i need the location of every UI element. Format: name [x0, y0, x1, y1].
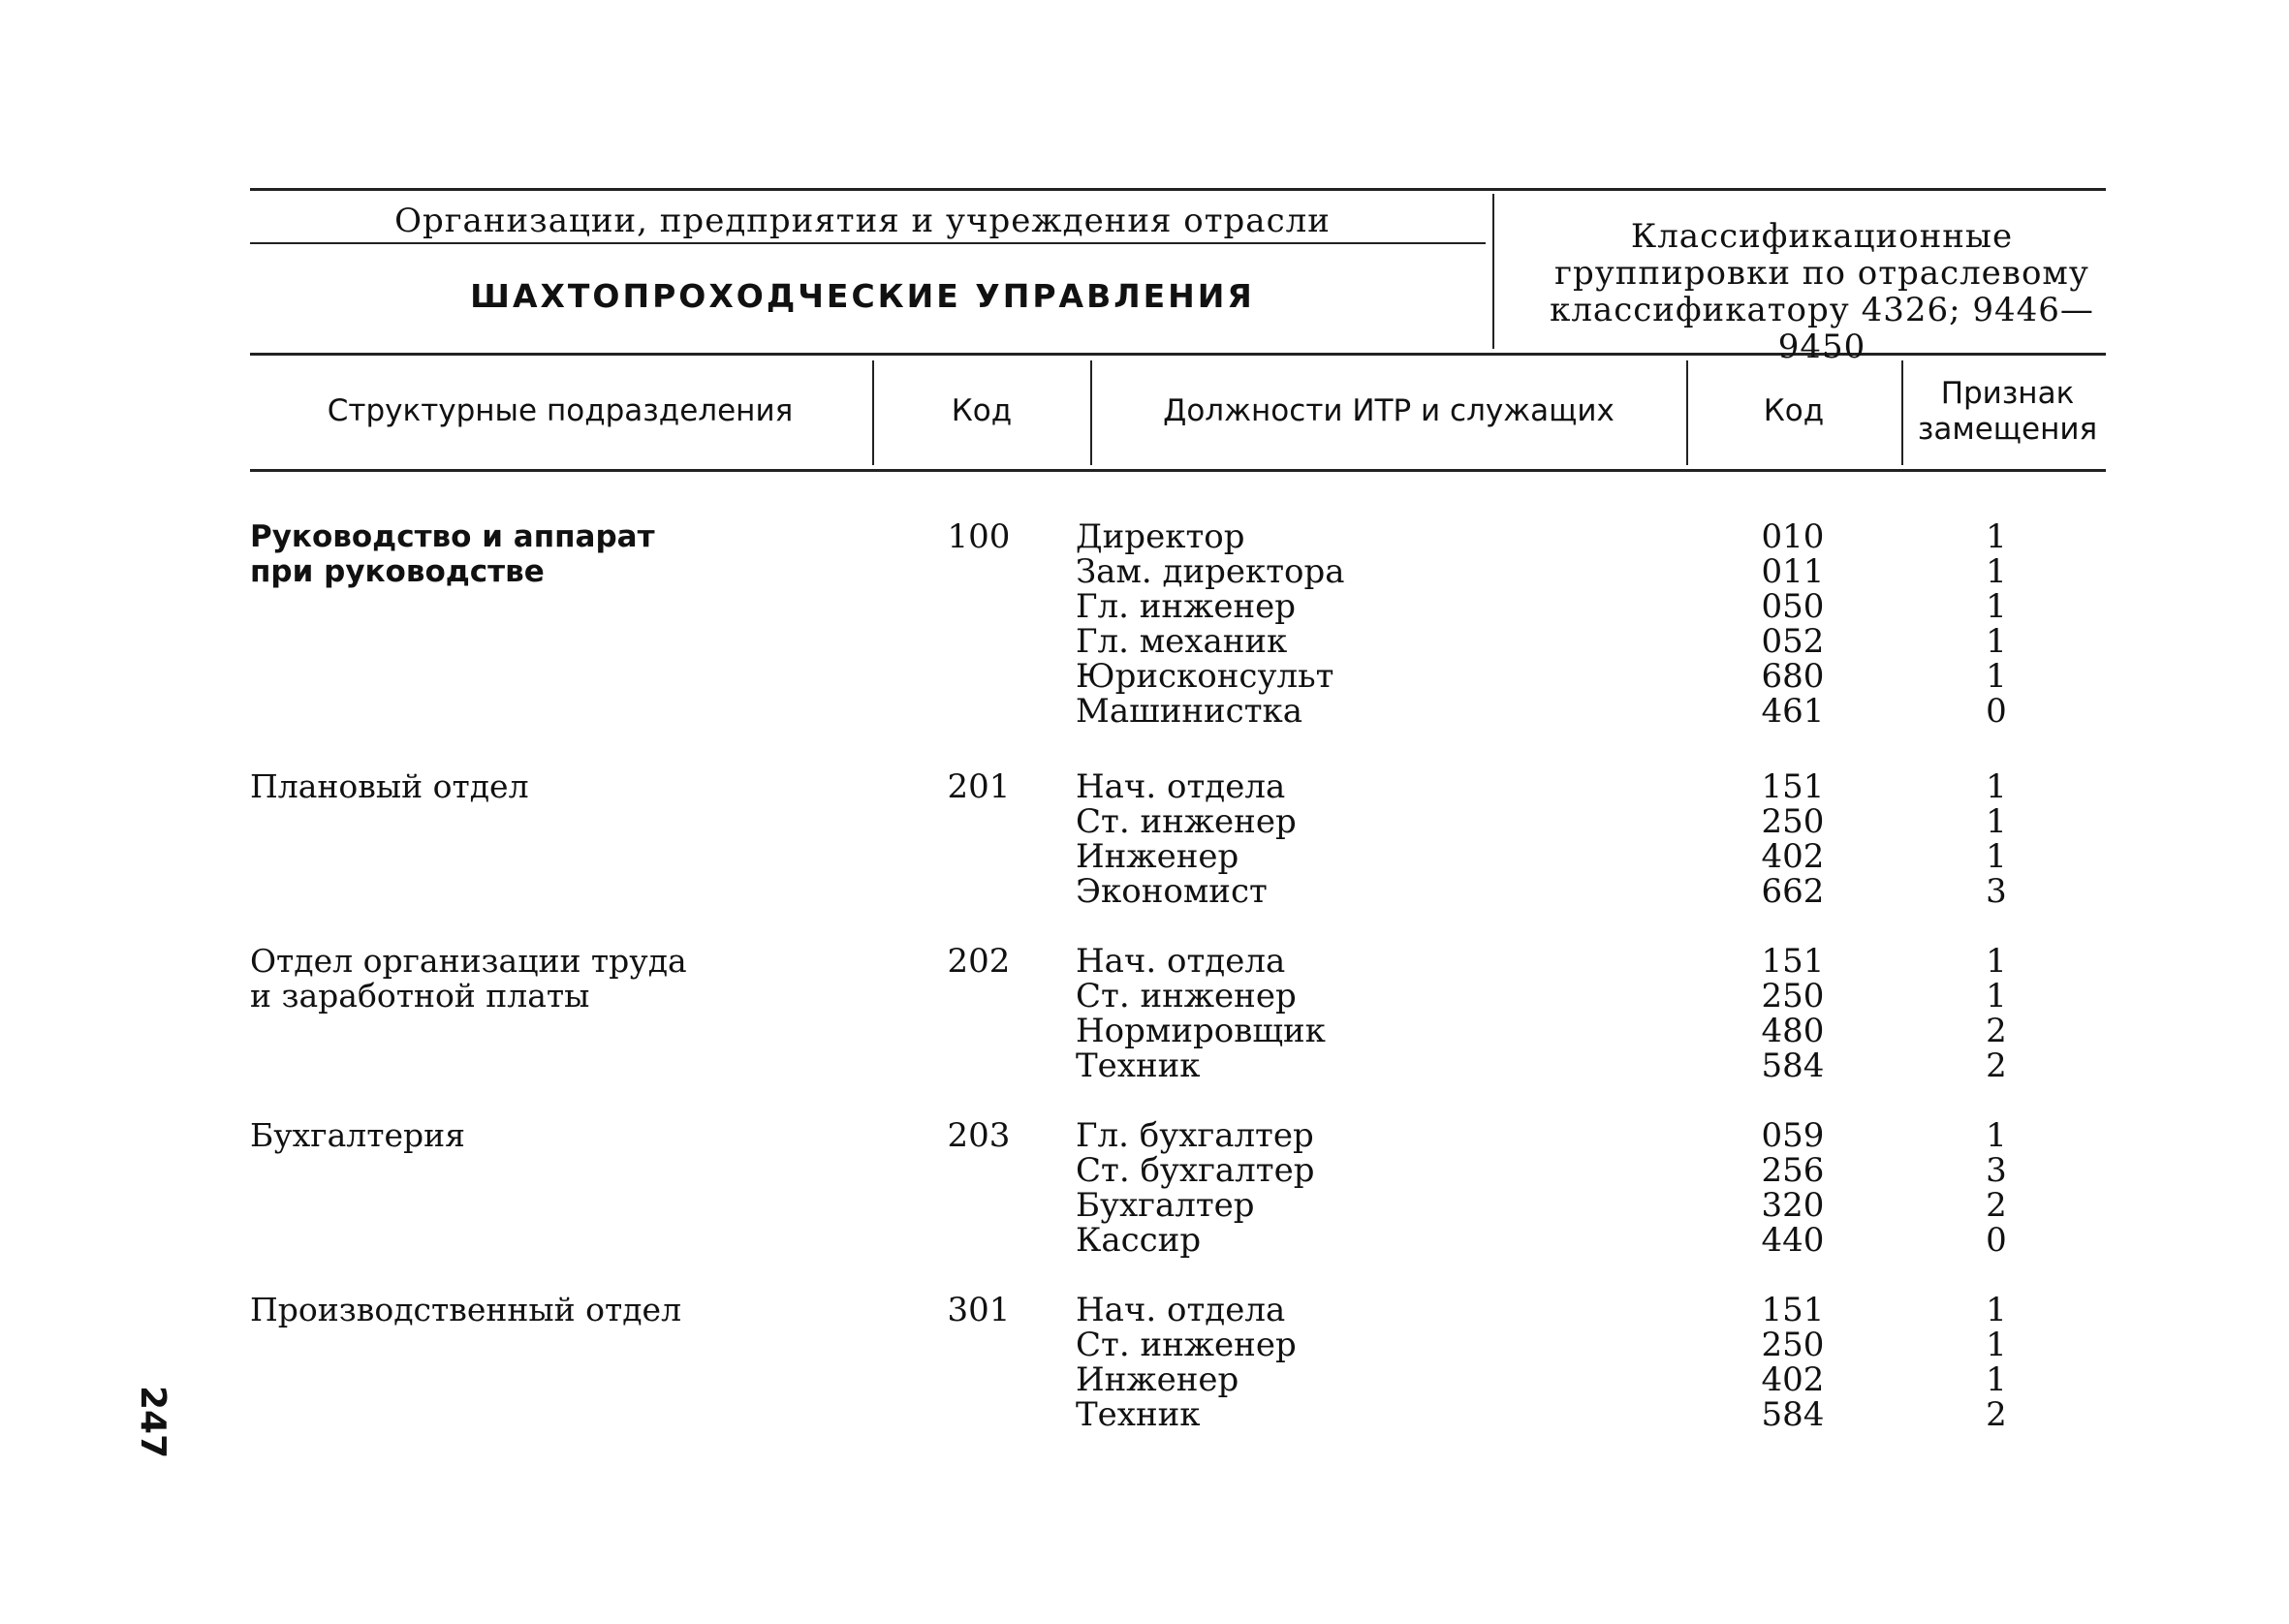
- position-code: 011: [1761, 552, 1825, 591]
- col-header-bottom-rule: [250, 469, 2106, 472]
- position-title: Нормировщик: [1076, 1012, 1326, 1050]
- replacement-flag: 1: [1986, 1326, 2007, 1364]
- position-code: 584: [1761, 1046, 1825, 1085]
- position-title: Кассир: [1076, 1221, 1202, 1260]
- position-code-list: [1744, 769, 1841, 909]
- replacement-flag: 2: [1986, 1046, 2007, 1085]
- position-list: [1076, 1118, 1314, 1258]
- page-number: 247: [133, 1386, 172, 1459]
- position-title: Бухгалтер: [1076, 1186, 1255, 1225]
- position-code: 440: [1761, 1221, 1825, 1260]
- position-code: 461: [1761, 692, 1825, 731]
- position-title: Техник: [1076, 1046, 1201, 1085]
- header-divider: [1492, 194, 1494, 349]
- dept-code: 203: [947, 1116, 1011, 1155]
- position-title: Ст. инженер: [1076, 977, 1297, 1015]
- position-title: Ст. бухгалтер: [1076, 1151, 1315, 1190]
- position-code-list: [1744, 944, 1841, 1083]
- position-code: 050: [1761, 587, 1825, 626]
- replacement-flag-list: [1958, 1293, 2035, 1432]
- position-title: Гл. бухгалтер: [1076, 1116, 1314, 1155]
- replacement-flag: 1: [1986, 1291, 2007, 1329]
- position-code: 256: [1761, 1151, 1825, 1190]
- position-list: [1076, 519, 1345, 729]
- col-header-position: Должности ИТР и служащих: [1163, 393, 1615, 428]
- position-title: Ст. инженер: [1076, 1326, 1297, 1364]
- position-code: 052: [1761, 622, 1825, 661]
- position-title: Инженер: [1076, 1360, 1239, 1399]
- replacement-flag: 1: [1986, 977, 2007, 1015]
- replacement-flag: 1: [1986, 802, 2007, 841]
- dept-name: Руководство и аппарат при руководстве: [250, 519, 655, 589]
- replacement-flag: 1: [1986, 1360, 2007, 1399]
- position-list: [1076, 944, 1326, 1083]
- position-code: 320: [1761, 1186, 1825, 1225]
- position-code: 059: [1761, 1116, 1825, 1155]
- org-label: Организации, предприятия и учреждения отрасли: [394, 202, 1331, 240]
- replacement-flag-list: [1958, 769, 2035, 909]
- position-code: 584: [1761, 1395, 1825, 1434]
- dept-name: Отдел организации труда и заработной платы: [250, 942, 687, 1015]
- position-code-list: [1744, 1293, 1841, 1432]
- position-code: 662: [1761, 872, 1825, 911]
- classification-text: Классификационные группировки по отраслевому классификатору 4326; 9446—9450: [1550, 217, 2094, 366]
- replacement-flag-list: [1958, 944, 2035, 1083]
- replacement-flag-list: [1958, 519, 2035, 729]
- position-code: 151: [1761, 942, 1825, 981]
- position-title: Инженер: [1076, 837, 1239, 876]
- position-list: [1076, 1293, 1297, 1432]
- position-title: Директор: [1076, 517, 1245, 556]
- replacement-flag: 1: [1986, 657, 2007, 696]
- position-title: Экономист: [1076, 872, 1268, 911]
- replacement-flag: 1: [1986, 622, 2007, 661]
- dept-code: 201: [947, 767, 1011, 806]
- position-title: Нач. отдела: [1076, 767, 1286, 806]
- position-title: Гл. механик: [1076, 622, 1288, 661]
- position-title: Юрисконсульт: [1076, 657, 1334, 696]
- replacement-flag: 1: [1986, 552, 2007, 591]
- org-label-rule: [250, 242, 1486, 244]
- org-name: ШАХТОПРОХОДЧЕСКИЕ УПРАВЛЕНИЯ: [470, 277, 1255, 315]
- position-code: 250: [1761, 1326, 1825, 1364]
- replacement-flag: 2: [1986, 1012, 2007, 1050]
- dept-code: 202: [947, 942, 1011, 981]
- col-header-dept: Структурные подразделения: [327, 393, 794, 428]
- col-header-replacement: Признак замещения: [1917, 376, 2098, 447]
- position-code: 402: [1761, 1360, 1825, 1399]
- replacement-flag: 2: [1986, 1395, 2007, 1434]
- replacement-flag: 1: [1986, 837, 2007, 876]
- replacement-flag: 3: [1986, 1151, 2007, 1190]
- position-code: 680: [1761, 657, 1825, 696]
- position-code: 402: [1761, 837, 1825, 876]
- position-code-list: [1744, 519, 1841, 729]
- position-code: 151: [1761, 1291, 1825, 1329]
- dept-name: Бухгалтерия: [250, 1116, 465, 1154]
- dept-name: Производственный отдел: [250, 1291, 682, 1328]
- position-title: Техник: [1076, 1395, 1201, 1434]
- col-header-dept-code: Код: [951, 393, 1013, 428]
- position-title: Гл. инженер: [1076, 587, 1296, 626]
- replacement-flag: 1: [1986, 517, 2007, 556]
- replacement-flag: 0: [1986, 692, 2007, 731]
- replacement-flag: 1: [1986, 942, 2007, 981]
- replacement-flag-list: [1958, 1118, 2035, 1258]
- position-title: Машинистка: [1076, 692, 1303, 731]
- replacement-flag: 1: [1986, 1116, 2007, 1155]
- top-rule: [250, 188, 2106, 191]
- replacement-flag: 1: [1986, 587, 2007, 626]
- position-title: Ст. инженер: [1076, 802, 1297, 841]
- position-title: Зам. директора: [1076, 552, 1345, 591]
- replacement-flag: 3: [1986, 872, 2007, 911]
- replacement-flag: 0: [1986, 1221, 2007, 1260]
- position-title: Нач. отдела: [1076, 1291, 1286, 1329]
- dept-code: 100: [947, 517, 1011, 556]
- dept-name: Плановый отдел: [250, 767, 529, 805]
- dept-code: 301: [947, 1291, 1011, 1329]
- position-code: 480: [1761, 1012, 1825, 1050]
- position-list: [1076, 769, 1297, 909]
- replacement-flag: 2: [1986, 1186, 2007, 1225]
- position-code: 250: [1761, 977, 1825, 1015]
- position-code: 010: [1761, 517, 1825, 556]
- col-header-position-code: Код: [1763, 393, 1825, 428]
- position-code: 151: [1761, 767, 1825, 806]
- replacement-flag: 1: [1986, 767, 2007, 806]
- position-title: Нач. отдела: [1076, 942, 1286, 981]
- position-code: 250: [1761, 802, 1825, 841]
- position-code-list: [1744, 1118, 1841, 1258]
